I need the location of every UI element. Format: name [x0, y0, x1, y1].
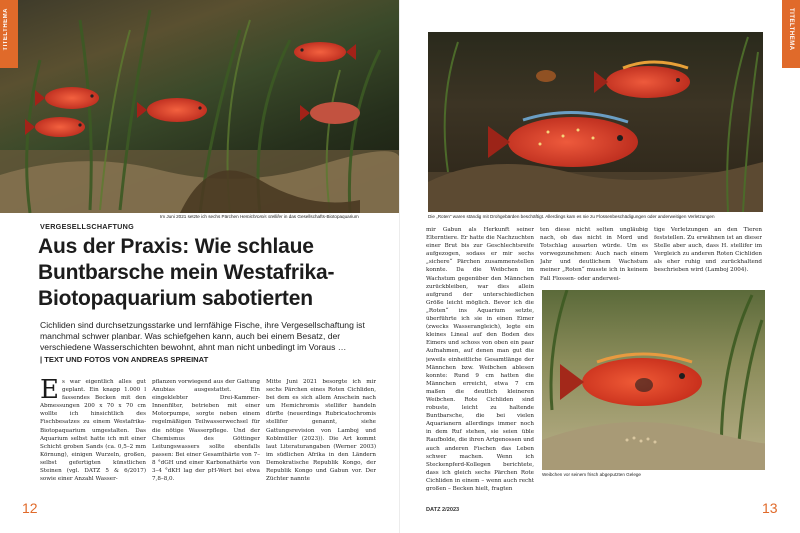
page-number-left: 12: [22, 500, 38, 516]
side-tab-label-right: TITELTHEMA: [788, 8, 794, 51]
text-column-4: mir Gabun als Herkunft seiner Elterntiere. Er hatte die Nachzuchten einer Brut bis zur Geschlechtsreife aufgezogen, sodass er mir sechs „sichere“ Pärchen zusammenstellen konnte. Da die Weibchen im Wachstum gegenüber den Männchen zurückbleiben, war dies allein aufgrund der unterschiedlichen Größe leicht möglich. Bevor ich die „Roten“ ins Aquarium setzte, überführte ich sie in einen Eimer (zwecks Wasserangleich), legte ein kleines Lineal auf den Boden des Eimers und schoss von oben ein paar Aufnahmen, auf denen man gut die jeweils einheitliche Gesamtlänge der Männchen bzw. Weibchen ablesen konnte: Rund 9 cm hatten die Männchen erreicht, etwa 7 cm maßen die deutlich kleineren Weibchen. Rote Cichliden sind robuste, leicht zu haltende Buntbarsche, die bei vielen Aquarianern allerdings immer noch in dem Ruf stehen, sie seien üble Raufbolde, die ihren Artgenossen und auch anderen Fischen das Leben schwer machen. Wenn ich Steckenpferd-Kollegen berichtete, dass ich gleich sechs Pärchen Rote Cichliden in einem – wenn auch recht großen – Becken hielt, fragten: [426, 227, 534, 492]
article-lead: Cichliden sind durchsetzungsstarke und lernfähige Fische, ihre Vergesellschaftung ist manchmal schwer planbar. Was schiefgehen kann, auch bei einem Besatz, der verschiedene Wasserschichten bewohnt, ahnt man nicht unbedingt im Voraus … | TEXT UND FOTOS VON ANDREAS SPREINAT: [40, 320, 392, 365]
side-tab-right: [782, 0, 800, 68]
text-column-1: Es war eigentlich alles gut geplant. Ein knapp 1.000 l fassendes Becken mit den Abmessungen 200 x 70 x 70 cm wollte ich hinsichtlich des Fischbesatzes zu einem Westafrika-Biotopaquarium umgestalten. Das Aquarium selbst hatte ich mit einer Schicht groben Sands (ca. 0,5–2 mm Körnung), einigen Wurzeln, großen, selbst gefertigten künstlichen Steinen (vgl. DATZ 5 & 6/2017) sowie einer Anzahl Wasser-: [40, 378, 146, 483]
article-headline: Aus der Praxis: Wie schlaue Buntbarsche mein Westafrika-Biotopaquarium sabotierten: [38, 235, 335, 310]
text-column-3: Mitte Juni 2021 besorgte ich mir sechs Pärchen eines Roten Cichliden, bei dem es sich allem Anschein nach um Hemichromis stellifer handeln dürfte (neuerdings Rubricatochromis stellifer genannt, siehe Gattungsrevision von Lamboj und Koblmüller (2023)). Die Art kommt laut Literaturangaben (Werner 2003) im südlichen Afrika in den Ländern Demokratische Republik Kongo, der Republik Kongo und Gabun vor. Der Züchter nannte: [266, 379, 376, 483]
side-tab-left: [0, 0, 18, 68]
photo-tank-top-right: [428, 32, 763, 212]
aquarium-scene-3: [542, 290, 765, 470]
caption-top-right: Die „Roten“ waren ständig mit Drohgebärden beschäftigt. Allerdings kam es nie zu Flossenbeschädigungen oder anderweitigen Verletzungen: [428, 214, 715, 219]
photo-tank-top-left: [0, 0, 400, 213]
caption-bottom-right: Weibchen vor seinem frisch abgeputzten Gelege: [542, 472, 641, 477]
magazine-label: DATZ 2/2023: [426, 507, 460, 513]
article-kicker: VERGESELLSCHAFTUNG: [40, 222, 135, 231]
side-tab-label: TITELTHEMA: [3, 8, 9, 51]
aquarium-scene-1: [0, 0, 400, 213]
text-column-5: ten diese nicht selten ungläubig nach, ob das nicht in Mord und Totschlag ausarten würde. Um es vorwegzunehmen: Auch nach einem Jahr und deutlichem Wachstum meiner „Roten“ musste ich in keinem Fall Flossen- oder anderwei-: [540, 227, 648, 282]
article-byline: | TEXT UND FOTOS VON ANDREAS SPREINAT: [40, 354, 209, 364]
aquarium-scene-2: [428, 32, 763, 212]
dropcap: E: [40, 378, 59, 405]
page-number-right: 13: [762, 500, 778, 516]
photo-female-with-eggs: [542, 290, 765, 470]
text-column-6: tige Verletzungen an den Tieren feststellen. Zu erwähnen ist an dieser Stelle aber auch, dass H. stellifer im Vergleich zu anderen Roten Cichliden als eher ruhig und zurückhaltend beschrieben wird (Lamboj 2004).: [654, 227, 762, 274]
right-page: [400, 0, 800, 533]
caption-top-left: Im Juni 2021 setzte ich sechs Pärchen Hemichromis stellifer in das Gesellschafts-Biotopaquarium: [160, 214, 359, 219]
text-column-2: pflanzen vorwiegend aus der Gattung Anubias ausgestattet. Ein eingeklebter Drei-Kammer-Innenfilter, betrieben mit einer Motorpumpe, sorgte neben einem regelmäßigen Teilwasserwechsel für die nötige Wasserpflege. Und der Chemismus des Göttinger Leitungswassers sollte ebenfalls passen: Bei einer Gesamthärte von 7–8 °dGH und einer Karbonathärte von 3–4 °dKH lag der pH-Wert bei etwa 7,8–8,0.: [152, 379, 260, 483]
